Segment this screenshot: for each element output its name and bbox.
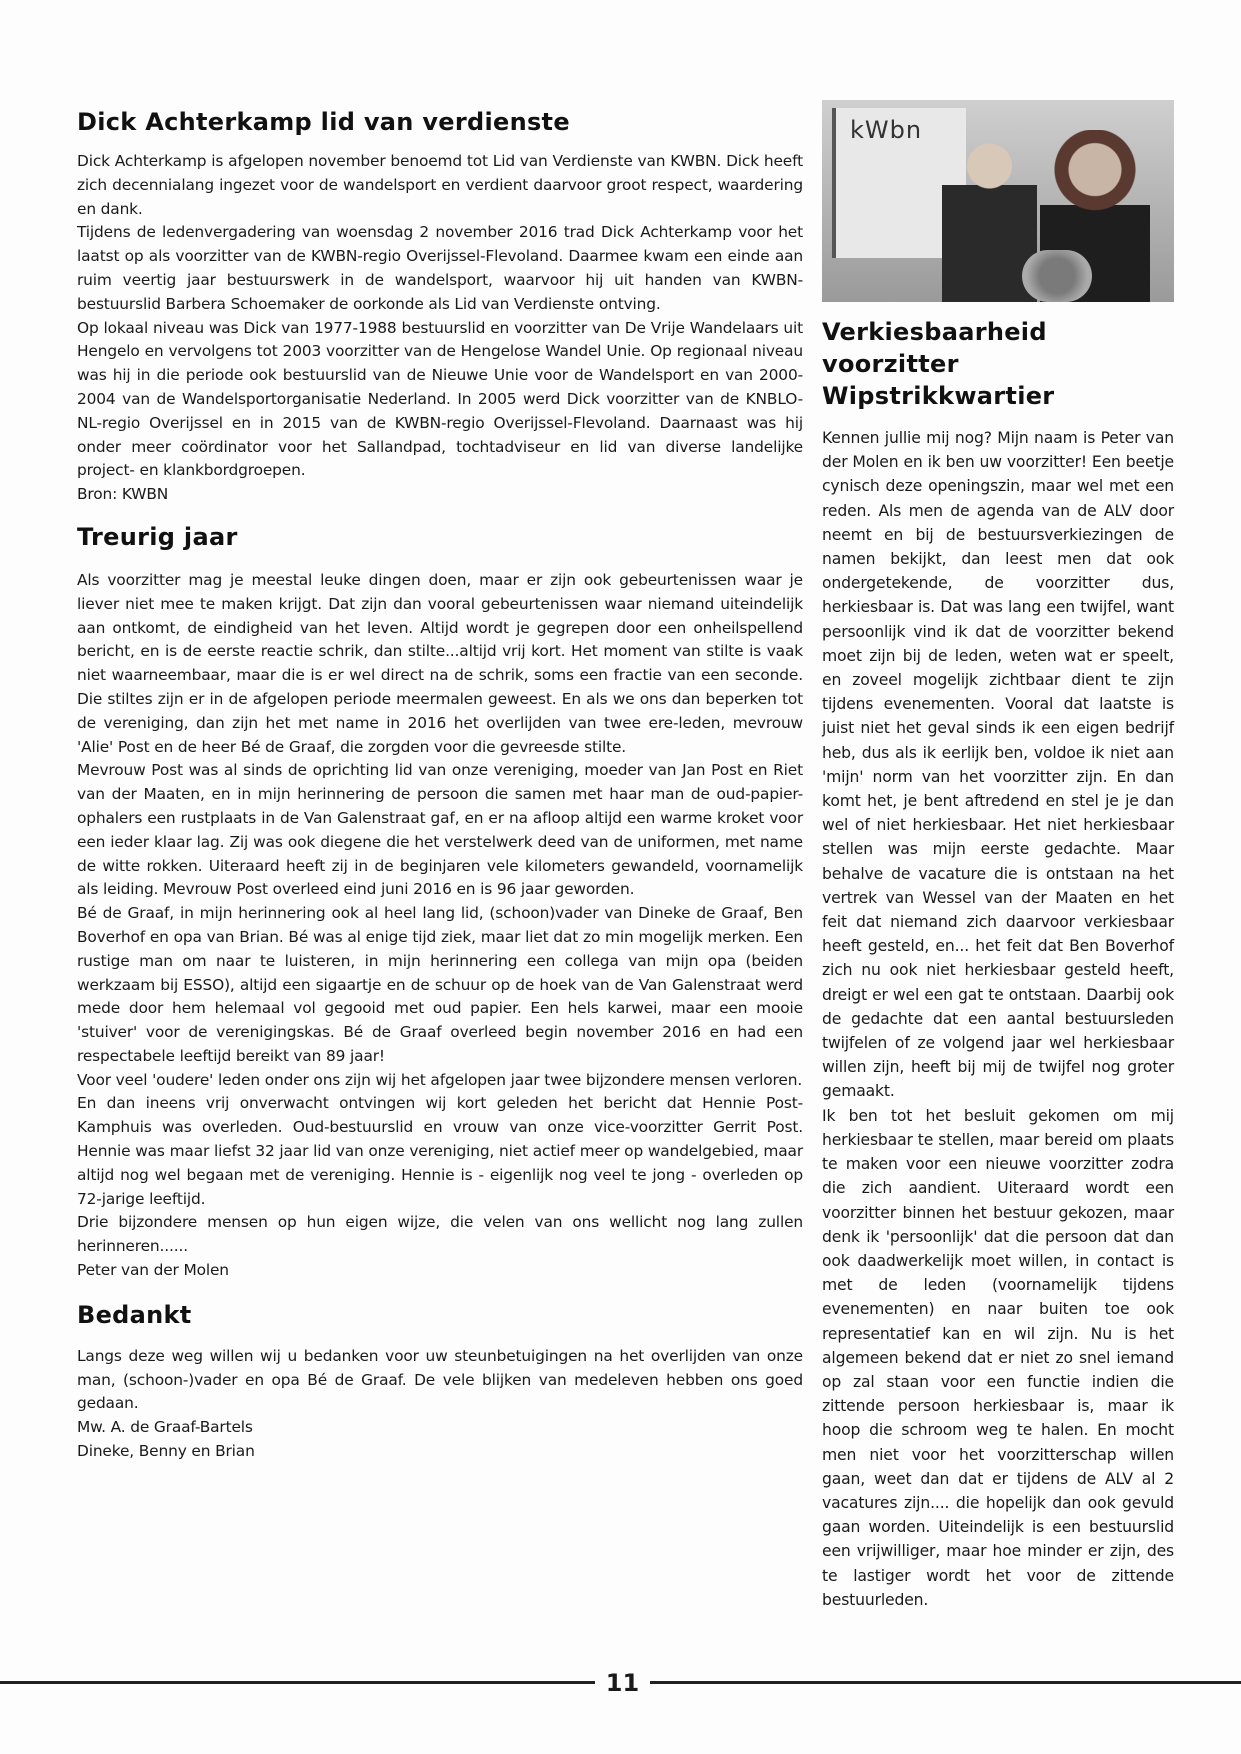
paragraph: Als voorzitter mag je meestal leuke dingen doen, maar er zijn ook gebeurtenissen waar je liever niet mee te maken krijgt. Dat zijn dan vooral gebeurtenissen waar niemand uiteindelijk aan ontkomt, de eindigheid van het leven. Altijd wordt je gegrepen door een onheilspellend bericht, en is de eerste reactie schrik, dan stilte...altijd vrij kort. Het moment van stilte is vaak niet waarneembaar, maar die is er wel direct na de schrik, soms een fractie van een seconde. Die stiltes zijn er in de afgelopen periode meermalen geweest. En als we ons dan beperken tot de vereniging, dan zijn het met name in 2016 het overlijden van twee ere-leden, mevrouw 'Alie' Post en de heer Bé de Graaf, die zorgden voor die gevreesde stilte. (77, 570, 803, 756)
author-signature: Peter van der Molen (77, 1261, 229, 1280)
paragraph: Bé de Graaf, in mijn herinnering ook al heel lang lid, (schoon)vader van Dineke de Graaf, Ben Boverhof en opa van Brian. Bé was al enige tijd ziek, maar liet dat zo min mogelijk merken. Een rustige man om naar te luisteren, in mijn herinnering een collega van mijn opa (beiden werkzaam bij ESSO), altijd een sigaartje en de schuur op de hoek van de Van Galenstraat werd mede door hem helemaal vol gegooid met oud papier. Een hels karwei, maar een mooie 'stuiver' voor de verenigingskas. Bé de Graaf overleed begin november 2016 en had een respectabele leeftijd bereikt van 89 jaar! (77, 904, 803, 1065)
paragraph: Op lokaal niveau was Dick van 1977-1988 bestuurslid en voorzitter van De Vrije Wandelaars uit Hengelo en vervolgens tot 2003 voorzitter van de Hengelose Wandel Unie. Op regionaal niveau was hij in die periode ook bestuurslid van de Nieuwe Unie voor de Wandelsport en van 2000-2004 van de Wandelsportorganisatie Nederland. In 2005 werd Dick voorzitter van de KNBLO-NL-regio Overijssel en in 2015 van de KWBN-regio Overijssel-Flevoland. Daarnaast was hij onder meer coördinator voor het Sallandpad, tochtadviseur en lid van diverse landelijke project- en klankbordgroepen. (77, 318, 803, 480)
article-verkiesbaarheid (822, 316, 1174, 1612)
signature-line: Dineke, Benny en Brian (77, 1442, 255, 1461)
paragraph: En dan ineens vrij onverwacht ontvingen wij kort geleden het bericht dat Hennie Post-Kamphuis was overleden. Oud-bestuurslid en vrouw van onze vice-voorzitter Gerrit Post. Hennie was maar liefst 32 jaar lid van onze vereniging, niet actief meer op wandelgebied, maar altijd nog wel begaan met de vereniging. Hennie is - eigenlijk nog veel te jong - overleden op 72-jarige leeftijd. (77, 1094, 803, 1208)
article-title: Dick Achterkamp lid van verdienste (77, 108, 570, 136)
source-line: Bron: KWBN (77, 485, 169, 504)
signature-line: Mw. A. de Graaf-Bartels (77, 1418, 253, 1437)
paragraph: Dick Achterkamp is afgelopen november benoemd tot Lid van Verdienste van KWBN. Dick heeft zich decennialang ingezet voor de wandelsport en verdient daarvoor groot respect, waardering en dank. (77, 152, 803, 218)
article-title: Verkiesbaarheid voorzitter Wipstrikkwartier (822, 318, 1055, 410)
page-footer (0, 1668, 1241, 1698)
article-treurig-jaar (77, 523, 803, 1283)
article-dick-achterkamp (77, 108, 803, 507)
left-column (77, 108, 803, 1464)
footer-rule-right (650, 1681, 1241, 1684)
paragraph: Drie bijzondere mensen op hun eigen wijze, die velen van ons wellicht nog lang zullen herinneren...... (77, 1213, 803, 1256)
paragraph: Voor veel 'oudere' leden onder ons zijn wij het afgelopen jaar twee bijzondere mensen verloren. (77, 1070, 803, 1089)
paragraph: Kennen jullie mij nog? Mijn naam is Peter van der Molen en ik ben uw voorzitter! Een beetje cynisch deze openingszin, maar wel met een reden. Als men de agenda van de ALV door neemt en bij de bestuursverkiezingen de namen bekijkt, dan leest men dat ook ondergetekende, de voorzitter dus, herkiesbaar is. Dat was lang een twijfel, want persoonlijk vind ik dat de voorzitter bekend moet zijn bij de leden, weten wat er speelt, en zoveel mogelijk zichtbaar dient te zijn tijdens evenementen. Vooral dat laatste is juist niet het geval sinds ik een eigen bedrijf heb, dus als ik eerlijk ben, voldoe ik niet aan 'mijn' norm van het voorzitter zijn. En dan komt het, je bent aftredend en stel je je dan wel of niet herkiesbaar. Het niet herkiesbaar stellen was mijn eerste gedachte. Maar behalve de vacature die is ontstaan na het vertrek van Wessel van der Maaten en het feit dat niemand zich daarvoor verkiesbaar heeft gesteld, en... het feit dat Ben Boverhof zich nu ook niet herkiesbaar gesteld heeft, dreigt er wel een gat te ontstaan. Daarbij ook de gedachte dat een aantal bestuursleden twijfelen of ze volgend jaar wel herkiesbaar willen zijn, heeft bij mij de twijfel nog groter gemaakt. (822, 429, 1174, 1101)
paragraph: Tijdens de ledenvergadering van woensdag 2 november 2016 trad Dick Achterkamp voor het laatst op als voorzitter van de KWBN-regio Overijssel-Flevoland. Daarmee kwam een einde aan ruim veertig jaar bestuurswerk in de wandelsport, waarvoor hij uit handen van KWBN-bestuurslid Barbera Schoemaker de oorkonde als Lid van Verdienste ontving. (77, 223, 803, 313)
award-photo (822, 100, 1174, 302)
article-title: Bedankt (77, 1300, 192, 1329)
paragraph: Mevrouw Post was al sinds de oprichting lid van onze vereniging, moeder van Jan Post en Riet van der Maaten, en in mijn herinnering de persoon die samen met haar man de oud-papier-ophalers een rustplaats in de Van Galenstraat gaf, en er na afloop altijd een warme kroket voor een ieder klaar lag. Zij was ook diegene die het verstelwerk deed van de uniformen, met name de witte rokken. Uiteraard heeft zij in de beginjaren vele kilometers gewandeld, voornamelijk als leiding. Mevrouw Post overleed eind juni 2016 en is 96 jaar geworden. (77, 761, 803, 899)
paragraph: Ik ben tot het besluit gekomen om mij herkiesbaar te stellen, maar bereid om plaats te maken voor een nieuwe voorzitter zodra die zich aandient. Uiteraard wordt een voorzitter binnen het bestuur gekozen, maar denk ik 'persoonlijk' dat die persoon dat dan ook daadwerkelijk moet willen, in contact is met de leden (voornamelijk tijdens evenementen) en naar buiten toe ook representatief kan en wil zijn. Nu is het algemeen bekend dat er niet zo snel iemand op zal staan voor een functie indien die zittende persoon herkiesbaar is, maar ik hoop die schroom weg te halen. En mocht men niet voor het voorzitterschap willen gaan, weet dan dat er tijdens de ALV al 2 vacatures zijn.... die hopelijk dan ook gevuld gaan worden. Uiteindelijk is een bestuurslid een vrijwilliger, maar hoe minder er zijn, des te lastiger wordt het voor de zittende bestuurleden. (822, 1106, 1174, 1609)
page-number: 11 (605, 1669, 640, 1697)
kwbn-logo: kWbn (850, 116, 923, 144)
article-title: Treurig jaar (77, 522, 238, 551)
flower-bouquet (1022, 250, 1092, 302)
paragraph: Langs deze weg willen wij u bedanken voor uw steunbetuigingen na het overlijden van onze man, (schoon-)vader en opa Bé de Graaf. De vele blijken van medeleven hebben ons goed gedaan. (77, 1346, 803, 1413)
article-bedankt (77, 1301, 803, 1464)
right-column (822, 100, 1174, 1612)
footer-rule-left (0, 1681, 595, 1684)
